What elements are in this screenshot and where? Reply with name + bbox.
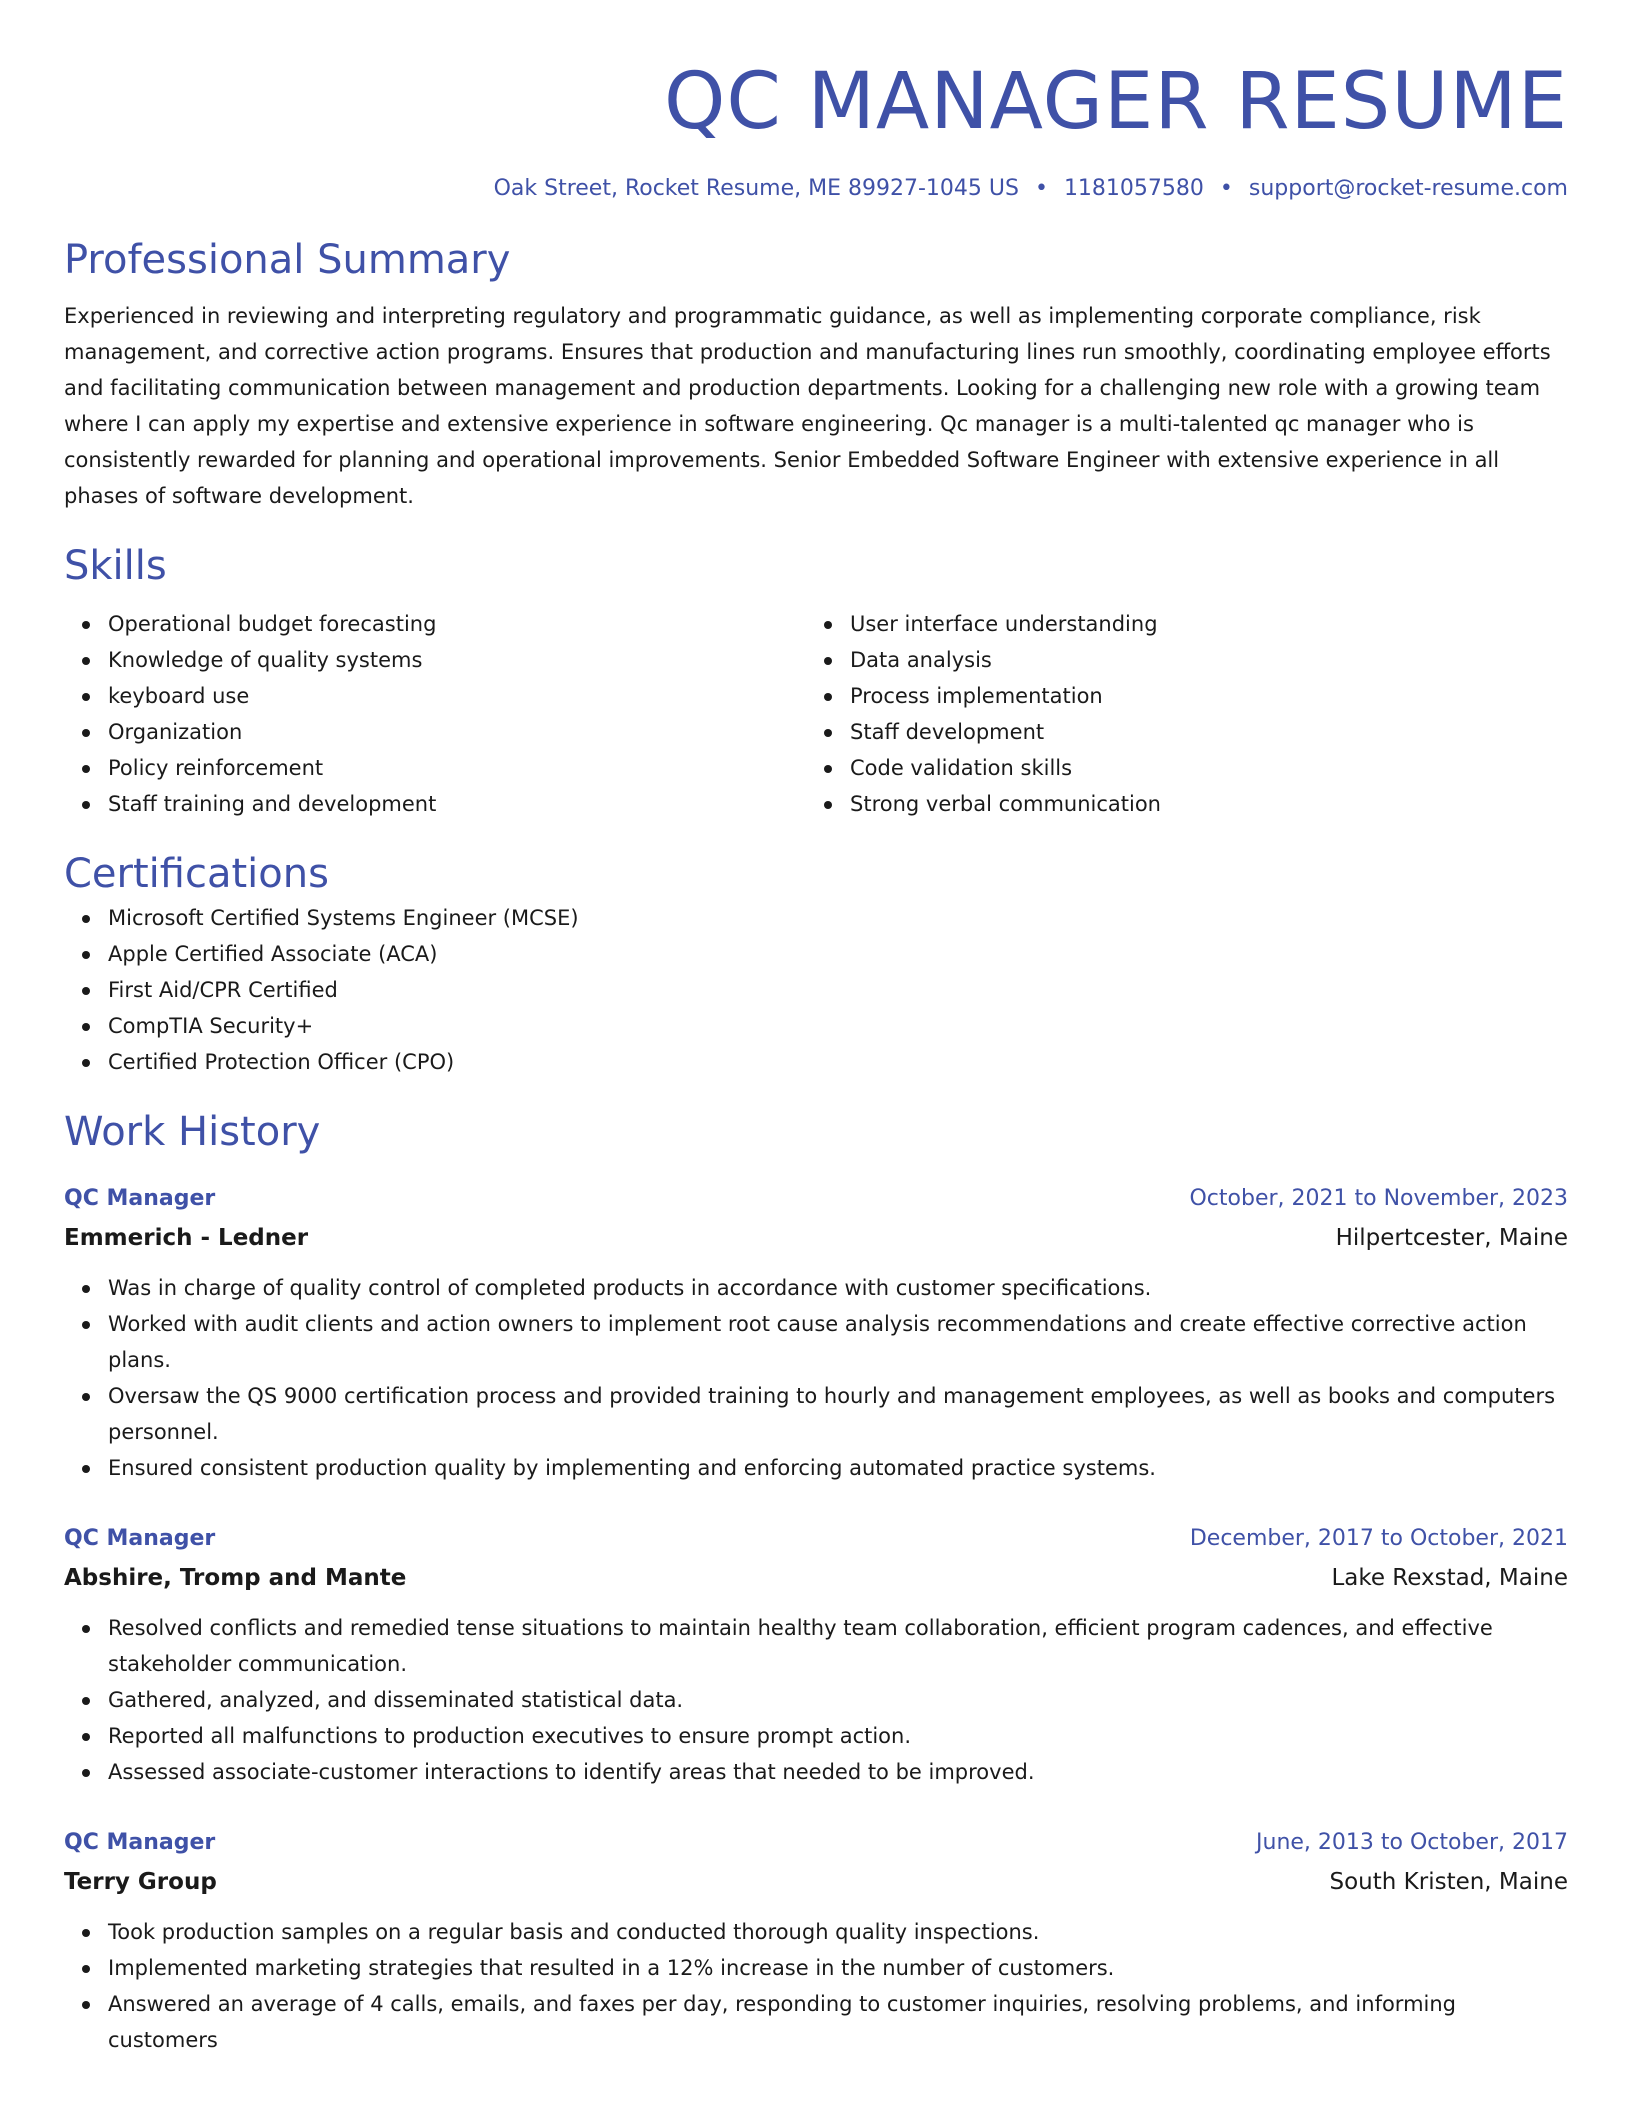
- job-bullet: Worked with audit clients and action owners to implement root cause analysis recommendations and create effective corrective action plans.: [108, 1306, 1568, 1378]
- job-location: South Kristen, Maine: [1329, 1869, 1568, 1895]
- job-location: Lake Rexstad, Maine: [1331, 1565, 1568, 1591]
- job-title-row: [64, 1824, 1568, 1862]
- job-bullet: Assessed associate-customer interactions to identify areas that needed to be improved.: [108, 1754, 1568, 1790]
- skill-item: User interface understanding: [850, 606, 1568, 642]
- job-entry: [64, 1180, 1568, 1486]
- skills-columns: [64, 606, 1568, 822]
- skills-list-right: [806, 606, 1568, 822]
- resume-header: [64, 0, 1568, 204]
- job-dates: June, 2013 to October, 2017: [1256, 1830, 1568, 1855]
- job-bullet: Implemented marketing strategies that resulted in a 12% increase in the number of customers.: [108, 1950, 1568, 1986]
- job-bullets: [64, 1610, 1568, 1790]
- skill-item: Policy reinforcement: [108, 750, 806, 786]
- job-entry: [64, 1520, 1568, 1790]
- certification-item: Apple Certified Associate (ACA): [108, 936, 1568, 972]
- job-bullet: Gathered, analyzed, and disseminated statistical data.: [108, 1682, 1568, 1718]
- job-entry: [64, 1824, 1568, 2058]
- certifications-list: [64, 900, 1568, 1080]
- skills-section: [64, 540, 1568, 822]
- skill-item: Staff training and development: [108, 786, 806, 822]
- job-company-row: [64, 1862, 1568, 1902]
- certifications-heading: Certifications: [64, 851, 329, 897]
- contact-email: support@rocket-resume.com: [1248, 176, 1568, 201]
- job-bullet: Took production samples on a regular basis and conducted thorough quality inspections.: [108, 1914, 1568, 1950]
- work-history-heading: Work History: [64, 1109, 321, 1155]
- job-company: Abshire, Tromp and Mante: [64, 1565, 407, 1591]
- summary-heading: Professional Summary: [64, 237, 511, 283]
- skill-item: Code validation skills: [850, 750, 1568, 786]
- job-dates: December, 2017 to October, 2021: [1189, 1526, 1568, 1551]
- certification-item: First Aid/CPR Certified: [108, 972, 1568, 1008]
- skill-item: Data analysis: [850, 642, 1568, 678]
- certifications-section: [64, 848, 1568, 1080]
- work-history-section: [64, 1106, 1568, 2058]
- summary-section: [64, 234, 1568, 514]
- job-title: QC Manager: [64, 1830, 216, 1855]
- skill-item: Staff development: [850, 714, 1568, 750]
- job-title-row: [64, 1520, 1568, 1558]
- contact-phone: 1181057580: [1063, 176, 1204, 201]
- job-bullets: [64, 1270, 1568, 1486]
- job-title: QC Manager: [64, 1186, 216, 1211]
- skills-list-left: [64, 606, 806, 822]
- job-dates: October, 2021 to November, 2023: [1189, 1186, 1568, 1211]
- job-company: Terry Group: [64, 1869, 217, 1895]
- contact-separator: •: [1034, 176, 1048, 201]
- summary-text: Experienced in reviewing and interpreting regulatory and programmatic guidance, as well as implementing corporate compliance, risk management, and corrective action programs. Ensures that production and manufacturing lines run smoothly, coordinating employee efforts and facilitating communication between management and production departments. Looking for a challenging new role with a growing team where I can apply my expertise and extensive experience in software engineering. Qc manager is a multi-talented qc manager who is consistently rewarded for planning and operational improvements. Senior Embedded Software Engineer with extensive experience in all phases of software development.: [64, 304, 1551, 508]
- job-company-row: [64, 1218, 1568, 1258]
- contact-address: Oak Street, Rocket Resume, ME 89927-1045 US: [493, 176, 1019, 201]
- job-company-row: [64, 1558, 1568, 1598]
- job-company: Emmerich - Ledner: [64, 1225, 309, 1251]
- job-title: QC Manager: [64, 1526, 216, 1551]
- job-bullet: Reported all malfunctions to production executives to ensure prompt action.: [108, 1718, 1568, 1754]
- contact-line: [64, 174, 1568, 204]
- certification-item: Microsoft Certified Systems Engineer (MCSE): [108, 900, 1568, 936]
- certification-item: Certified Protection Officer (CPO): [108, 1044, 1568, 1080]
- contact-separator: •: [1219, 176, 1233, 201]
- skill-item: keyboard use: [108, 678, 806, 714]
- skills-heading: Skills: [64, 543, 167, 589]
- job-bullet: Ensured consistent production quality by implementing and enforcing automated practice systems.: [108, 1450, 1568, 1486]
- job-bullet: Was in charge of quality control of completed products in accordance with customer specifications.: [108, 1270, 1568, 1306]
- skill-item: Knowledge of quality systems: [108, 642, 806, 678]
- skill-item: Operational budget forecasting: [108, 606, 806, 642]
- job-bullet: Resolved conflicts and remedied tense situations to maintain healthy team collaboration, efficient program cadences, and effective stakeholder communication.: [108, 1610, 1568, 1682]
- resume-name: QC MANAGER RESUME: [663, 57, 1568, 147]
- skill-item: Organization: [108, 714, 806, 750]
- skill-item: Process implementation: [850, 678, 1568, 714]
- job-bullet: Oversaw the QS 9000 certification process and provided training to hourly and management employees, as well as books and computers personnel.: [108, 1378, 1568, 1450]
- job-location: Hilpertcester, Maine: [1335, 1225, 1568, 1251]
- job-bullets: [64, 1914, 1568, 2058]
- job-bullet: Answered an average of 4 calls, emails, and faxes per day, responding to customer inquiries, resolving problems, and informing customers: [108, 1986, 1568, 2058]
- certification-item: CompTIA Security+: [108, 1008, 1568, 1044]
- job-title-row: [64, 1180, 1568, 1218]
- skill-item: Strong verbal communication: [850, 786, 1568, 822]
